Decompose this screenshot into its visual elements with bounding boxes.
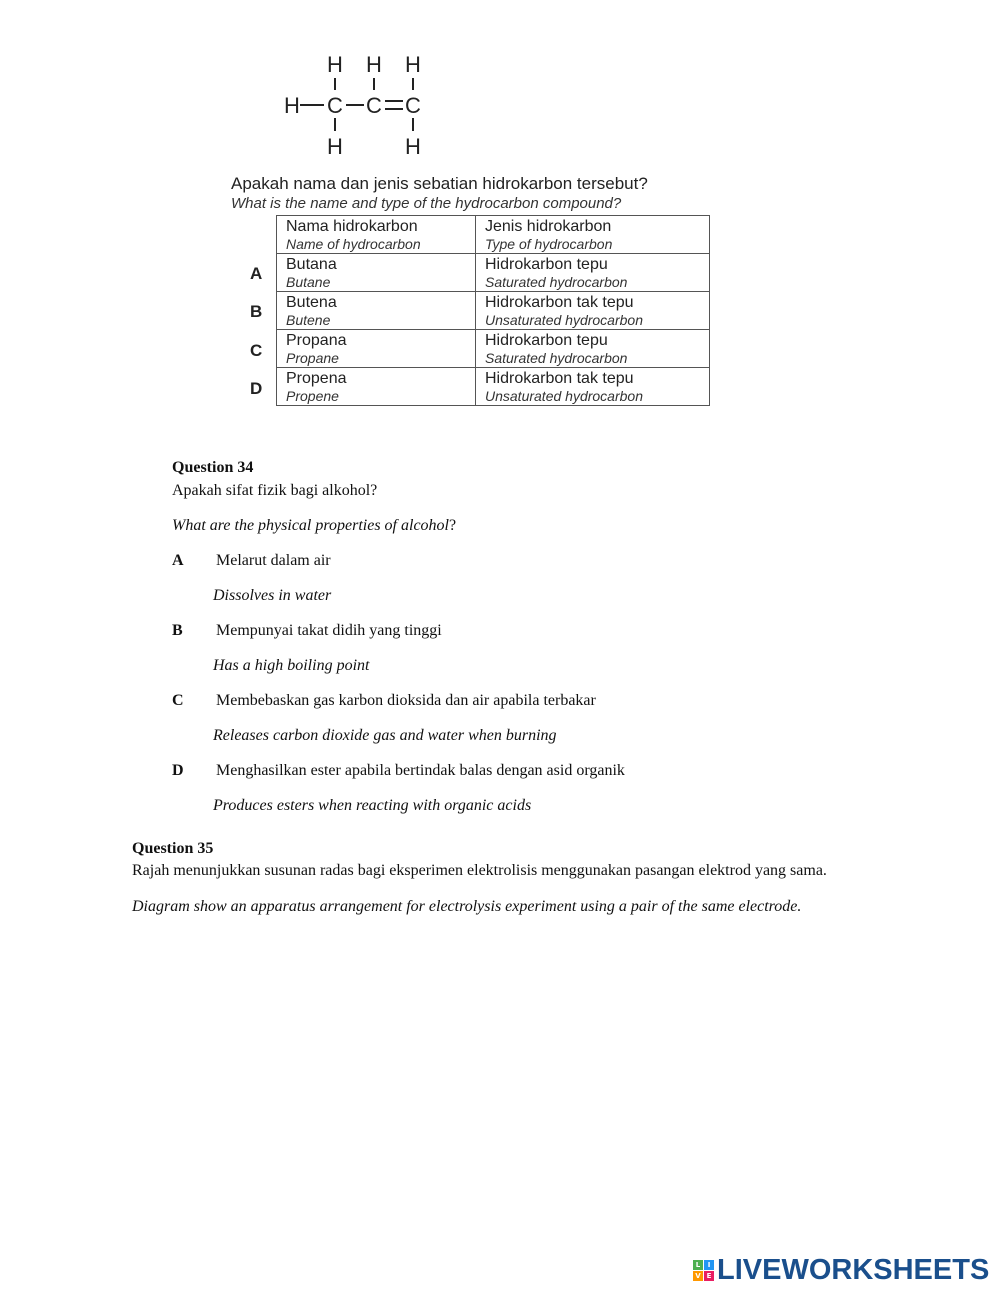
atom-h: H xyxy=(327,134,343,159)
bonds xyxy=(300,78,413,131)
row-type-bm: Hidrokarbon tak tepu xyxy=(485,370,634,387)
row-type-en: Saturated hydrocarbon xyxy=(485,274,628,290)
row-label-a: A xyxy=(250,264,263,283)
q34-text-bm: Apakah sifat fizik bagi alkohol? xyxy=(172,482,378,499)
row-name-en: Butene xyxy=(286,312,331,328)
table-row xyxy=(277,254,710,292)
row-name-en: Propene xyxy=(286,388,339,404)
q34-question-mark: ? xyxy=(449,517,457,534)
q34-text-en-italic: What are the physical properties of alcohol xyxy=(172,517,449,534)
logo-grid-cell: I xyxy=(704,1260,714,1270)
logo-grid-icon xyxy=(693,1260,714,1281)
row-type-bm: Hidrokarbon tak tepu xyxy=(485,294,634,311)
propene-structural-formula xyxy=(280,30,440,160)
q34-option-b-en: Has a high boiling point xyxy=(213,657,370,674)
header-type-bm: Jenis hidrokarbon xyxy=(485,218,612,235)
header-name-en: Name of hydrocarbon xyxy=(286,236,421,252)
row-type-en: Unsaturated hydrocarbon xyxy=(485,312,643,328)
atom-h: H xyxy=(327,52,343,77)
q33-question-bm: Apakah nama dan jenis sebatian hidrokarbon tersebut? xyxy=(231,174,648,193)
q34-option-d-en: Produces esters when reacting with organic acids xyxy=(213,797,532,814)
header-name-bm: Nama hidrokarbon xyxy=(286,218,418,235)
q35-heading: Question 35 xyxy=(132,840,214,857)
q34-option-b-label[interactable]: B xyxy=(172,622,183,639)
q34-option-c-en: Releases carbon dioxide gas and water when burning xyxy=(213,727,557,744)
row-name-bm: Butena xyxy=(286,294,337,311)
header-type-cell xyxy=(476,216,710,254)
q34-option-a-en: Dissolves in water xyxy=(213,587,332,604)
table-header-row xyxy=(277,216,710,254)
q34-heading: Question 34 xyxy=(172,459,254,476)
row-name-en: Propane xyxy=(286,350,339,366)
atom-c: C xyxy=(366,93,382,118)
atom-h: H xyxy=(366,52,382,77)
row-label-c: C xyxy=(250,341,263,360)
row-name-bm: Propana xyxy=(286,332,347,349)
logo-text: LIVEWORKSHEETS xyxy=(717,1253,990,1286)
q34-option-a-bm[interactable]: Melarut dalam air xyxy=(216,552,331,569)
row-name-bm: Propena xyxy=(286,370,347,387)
header-name-cell xyxy=(277,216,476,254)
atom-c: C xyxy=(327,93,343,118)
header-type-en: Type of hydrocarbon xyxy=(485,236,613,252)
q34-option-b-bm[interactable]: Mempunyai takat didih yang tinggi xyxy=(216,622,442,639)
table-row xyxy=(277,292,710,330)
q33-question-en: What is the name and type of the hydrocarbon compound? xyxy=(231,195,622,212)
row-type-en: Unsaturated hydrocarbon xyxy=(485,388,643,404)
q34-option-c-bm[interactable]: Membebaskan gas karbon dioksida dan air apabila terbakar xyxy=(216,692,596,709)
table-row xyxy=(277,330,710,368)
row-type-en: Saturated hydrocarbon xyxy=(485,350,628,366)
atom-c: C xyxy=(405,93,421,118)
atom-h: H xyxy=(405,52,421,77)
q35-text-bm: Rajah menunjukkan susunan radas bagi eksperimen elektrolisis menggunakan pasangan elektrod yang sama. xyxy=(132,862,827,879)
liveworksheets-logo[interactable] xyxy=(693,1255,989,1285)
q34-text-en xyxy=(172,517,456,535)
hydrocarbon-table xyxy=(276,215,710,406)
row-type-bm: Hidrokarbon tepu xyxy=(485,332,608,349)
q34-option-a-label[interactable]: A xyxy=(172,552,184,569)
row-name-en: Butane xyxy=(286,274,331,290)
q35-text-en: Diagram show an apparatus arrangement for electrolysis experiment using a pair of the same electrode. xyxy=(132,898,802,915)
logo-grid-cell: V xyxy=(693,1271,703,1281)
row-label-b: B xyxy=(250,302,263,321)
q34-option-d-bm[interactable]: Menghasilkan ester apabila bertindak balas dengan asid organik xyxy=(216,762,625,779)
q34-option-d-label[interactable]: D xyxy=(172,762,184,779)
row-type-bm: Hidrokarbon tepu xyxy=(485,256,608,273)
row-label-d: D xyxy=(250,379,263,398)
atom-h: H xyxy=(405,134,421,159)
logo-grid-cell: L xyxy=(693,1260,703,1270)
logo-grid-cell: E xyxy=(704,1271,714,1281)
row-name-bm: Butana xyxy=(286,256,337,273)
atom-h: H xyxy=(284,93,300,118)
q34-option-c-label[interactable]: C xyxy=(172,692,184,709)
table-row xyxy=(277,368,710,406)
